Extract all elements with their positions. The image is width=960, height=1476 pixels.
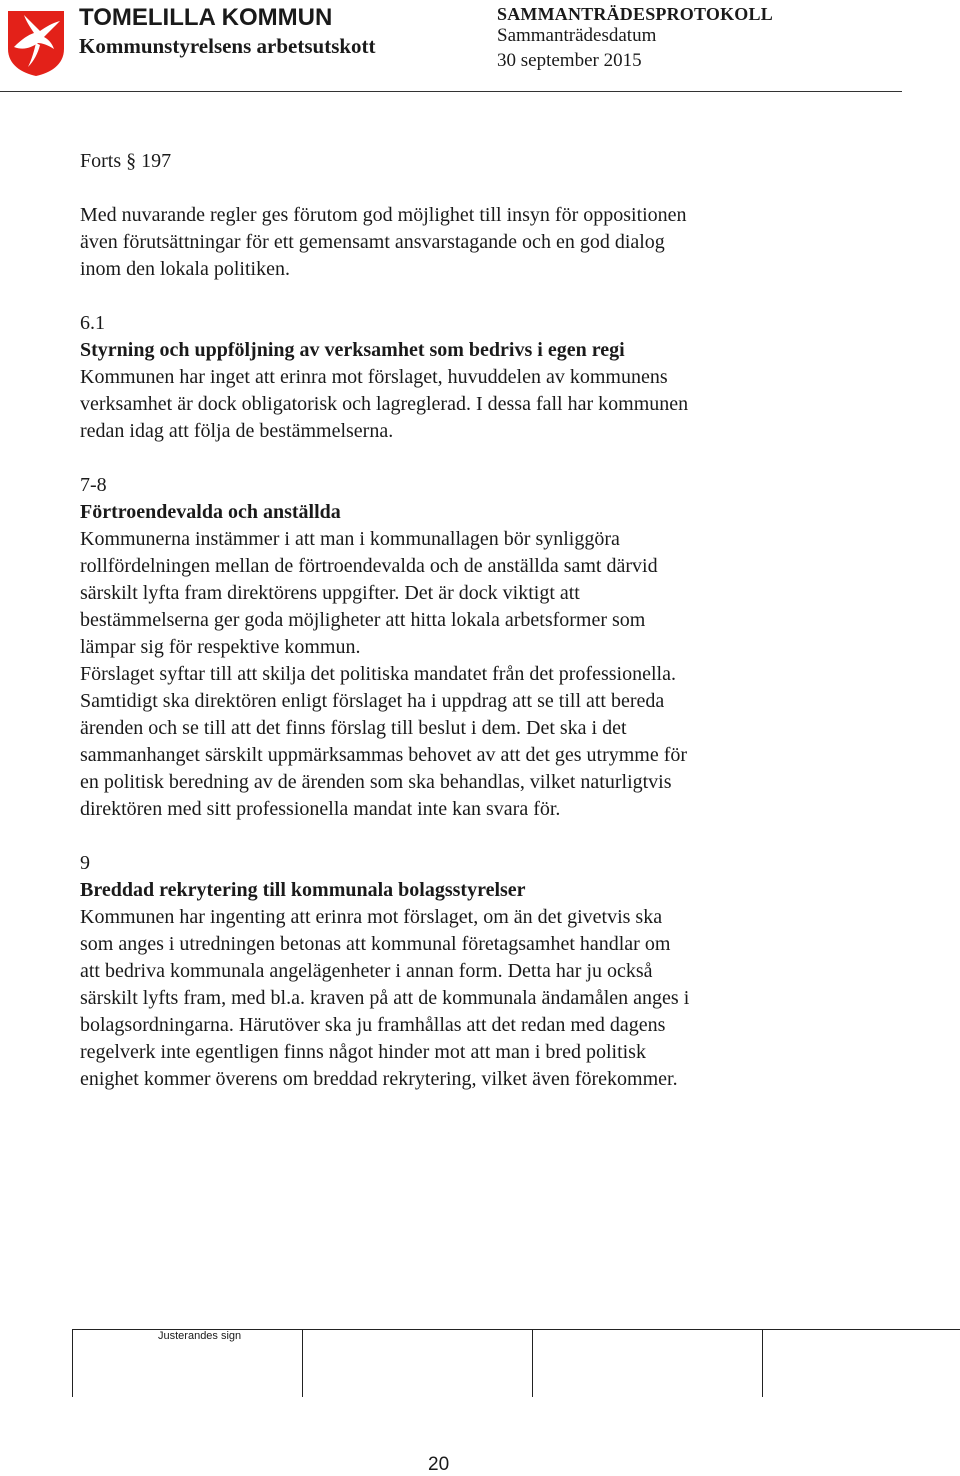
intro-line: inom den lokala politiken. [80,258,290,280]
intro-line: även förutsättningar för ett gemensamt ansvarstagande och en god dialog [80,231,665,253]
header-rule-right [778,91,902,92]
signature-cell [762,1330,763,1397]
section-line: sammanhanget särskilt uppmärksammas behovet av att det ges utrymme för [80,744,688,766]
section-line: direktören med sitt professionella mandat inte kan svara för. [80,798,561,820]
section-line: redan idag att följa de bestämmelserna. [80,420,394,442]
meeting-date: 30 september 2015 [497,50,642,71]
section-line: Kommunen har ingenting att erinra mot förslaget, om än det givetvis ska [80,906,663,928]
section-heading: Styrning och uppföljning av verksamhet som bedrivs i egen regi [80,339,625,361]
meeting-date-label: Sammanträdesdatum [497,25,657,46]
section-heading: Breddad rekrytering till kommunala bolagsstyrelser [80,879,526,901]
section-line: lämpar sig för respektive kommun. [80,636,361,658]
section-line: särskilt lyfts fram, med bl.a. kraven på att de kommunala ändamålen anges i [80,987,690,1009]
section-line: som anges i utredningen betonas att kommunal företagsamhet handlar om [80,933,671,955]
coat-of-arms-logo [6,9,66,77]
section-number: 6.1 [80,312,105,334]
section-line: att bedriva kommunala angelägenheter i annan form. Detta har ju också [80,960,653,982]
section-line: bolagsordningarna. Härutöver ska ju framhållas att det redan med dagens [80,1014,666,1036]
header-rule [0,91,778,92]
signature-label: Justerandes sign [158,1330,242,1342]
paragraph-reference: Forts § 197 [80,150,172,172]
section-line: bestämmelserna ger goda möjligheter att hitta lokala arbetsformer som [80,609,646,631]
section-line: ärenden och se till att det finns förslag till beslut i dem. Det ska i det [80,717,627,739]
page-number: 20 [428,1454,450,1475]
signature-cell [302,1330,303,1397]
section-line: Förslaget syftar till att skilja det politiska mandatet från det professionella. [80,663,676,685]
section-line: enighet kommer överens om breddad rekrytering, vilket även förekommer. [80,1068,678,1090]
section-line: regelverk inte egentligen finns något hinder mot att man i bred politisk [80,1041,646,1063]
section-number: 7-8 [80,474,107,496]
section-line: särskilt lyfta fram direktörens uppgifter. Det är dock viktigt att [80,582,580,604]
intro-line: Med nuvarande regler ges förutom god möjlighet till insyn för oppositionen [80,204,687,226]
organization-name: TOMELILLA KOMMUN [79,4,333,31]
document-body [80,148,800,1093]
section-line: Kommunerna instämmer i att man i kommunallagen bör synliggöra [80,528,620,550]
section-line: verksamhet är dock obligatorisk och lagreglerad. I dessa fall har kommunen [80,393,689,415]
section-line: rollfördelningen mellan de förtroendevalda och de anställda samt därvid [80,555,658,577]
signature-cell [532,1330,533,1397]
document-type: SAMMANTRÄDESPROTOKOLL [497,4,773,24]
section-line: Samtidigt ska direktören enligt förslaget ha i uppdrag att se till att bereda [80,690,665,712]
section-line: Kommunen har inget att erinra mot förslaget, huvuddelen av kommunens [80,366,668,388]
section-number: 9 [80,852,90,874]
signature-cell [72,1330,73,1397]
section-heading: Förtroendevalda och anställda [80,501,341,523]
committee-name: Kommunstyrelsens arbetsutskott [79,34,376,58]
section-line: en politisk beredning av de ärenden som ska behandlas, vilket naturligtvis [80,771,672,793]
